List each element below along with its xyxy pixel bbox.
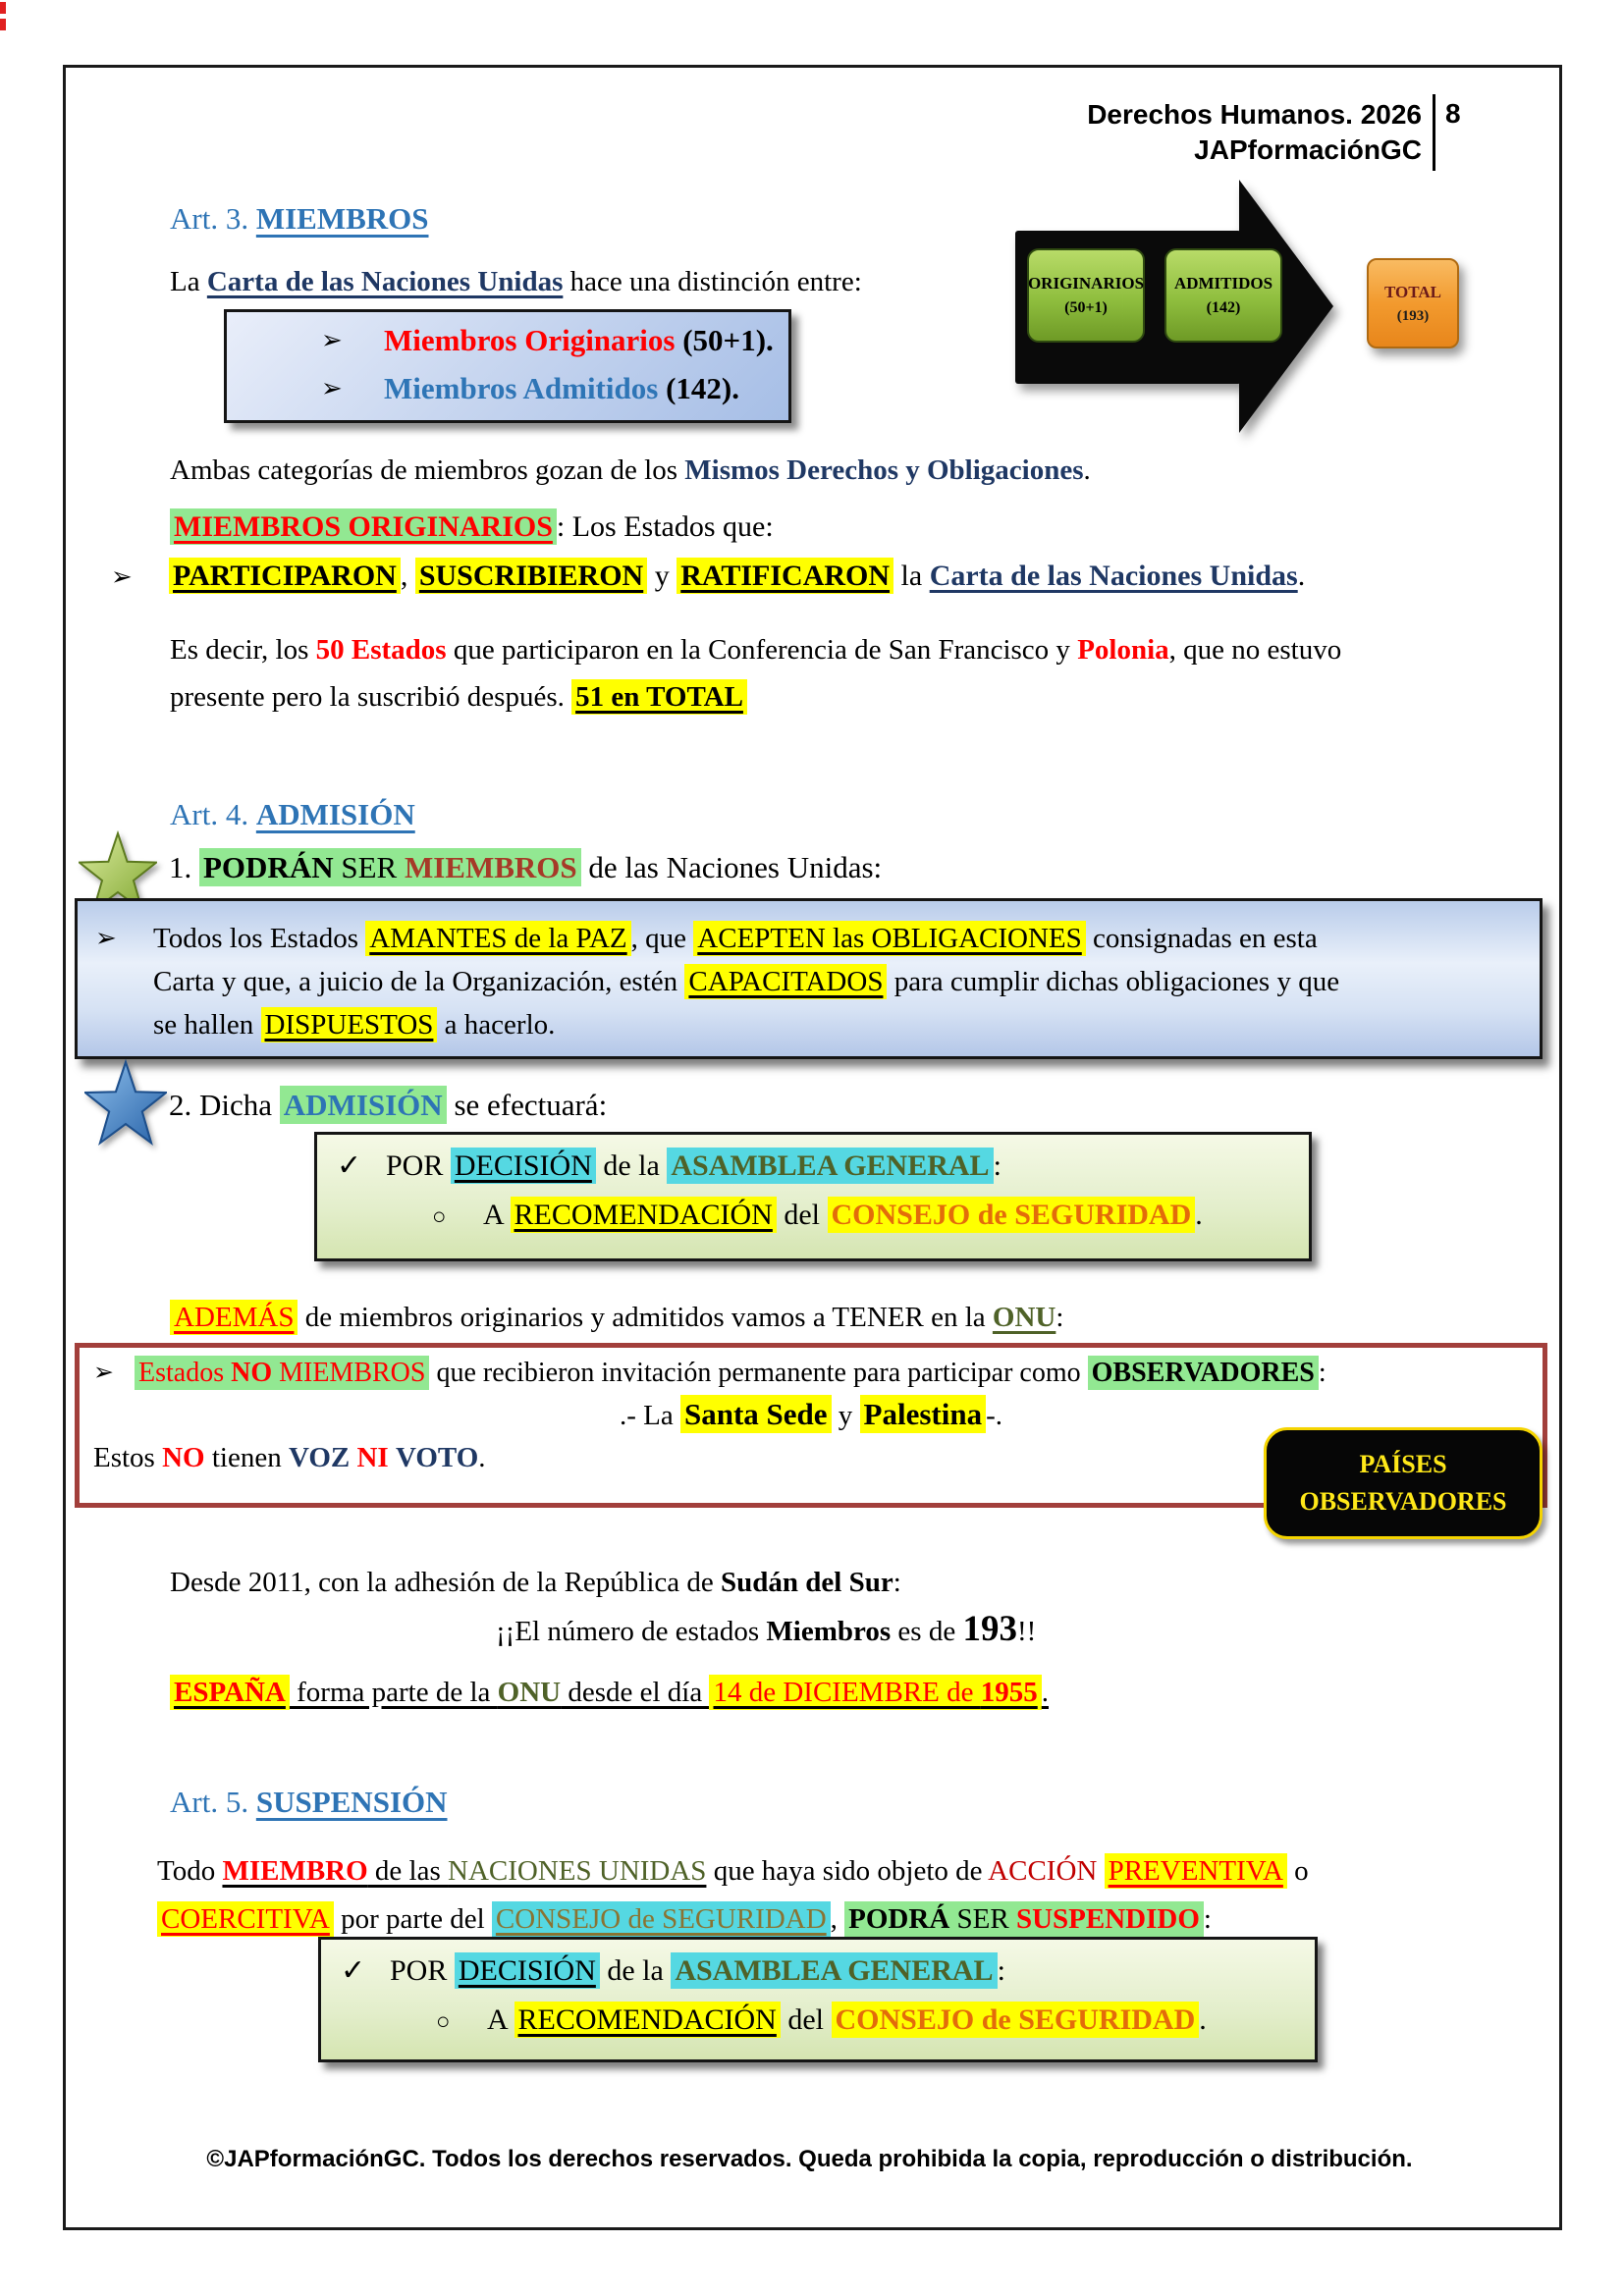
palestina: Palestina [860, 1395, 987, 1433]
text: .- La [619, 1400, 680, 1431]
podran: PODRÁN [203, 850, 334, 884]
art3-heading [170, 201, 429, 237]
page-number: 8 [1445, 98, 1461, 129]
observers-line1 [80, 1348, 1543, 1389]
check-icon: ✓ [341, 1954, 366, 1987]
text: para cumplir dichas obligaciones y que [887, 966, 1340, 997]
por: POR [386, 1149, 451, 1182]
ademas-line [170, 1294, 1063, 1341]
consejo-seguridad: CONSEJO de SEGURIDAD [832, 2002, 1200, 2038]
cincuenta-estados: 50 Estados [315, 634, 447, 666]
miembros: MIEMBROS [404, 850, 577, 884]
ser: SER [333, 850, 405, 884]
naciones-unidas: NACIONES UNIDAS [448, 1855, 707, 1887]
total-51: 51 en TOTAL [571, 679, 747, 715]
chip-label: TOTAL [1384, 282, 1441, 301]
todo: Todo [157, 1855, 223, 1887]
desde-text: Desde 2011, con la adhesión de la República de [170, 1567, 722, 1598]
text: Todos los Estados [153, 923, 366, 954]
scan-artifact [0, 19, 6, 30]
arrow-bullet-icon: ➢ [111, 562, 133, 591]
podra-ser-suspendido [844, 1901, 1204, 1937]
amantes-paz: AMANTES de la PAZ [365, 921, 630, 956]
period: . [1041, 1677, 1049, 1708]
admision-item2 [169, 1088, 607, 1123]
suscribieron: SUSCRIBIERON [415, 558, 647, 594]
art4-heading [170, 797, 415, 832]
admitidos-item [227, 364, 788, 412]
art3-label: Art. 3. [170, 201, 256, 236]
brand-name: JAPformaciónGC [1194, 134, 1422, 165]
observadores: OBSERVADORES [1088, 1356, 1319, 1390]
del: del [780, 2003, 832, 2036]
colon: : [1318, 1358, 1326, 1388]
text: forma parte de la [289, 1677, 498, 1708]
badge-line2: OBSERVADORES [1299, 1487, 1507, 1516]
decision: DECISIÓN [455, 1952, 600, 1989]
es-de: es de [891, 1616, 963, 1647]
miembro: MIEMBRO [222, 1855, 368, 1887]
espana-sentence [170, 1675, 1049, 1710]
intro-text: La [170, 266, 207, 297]
onu: ONU [992, 1302, 1056, 1333]
estados-no-miembros [135, 1356, 429, 1390]
esdecir-text-3: , que no estuvo [1168, 634, 1342, 666]
chip-label: ORIGINARIOS [1027, 274, 1145, 293]
voto: VOTO [395, 1442, 479, 1473]
chip-value: (50+1) [1064, 299, 1108, 316]
arrow-bullet-icon: ➢ [95, 924, 117, 952]
item2-text: se efectuará: [446, 1088, 608, 1122]
coercitiva: COERCITIVA [157, 1901, 334, 1937]
originarios-head [170, 510, 774, 544]
page-header [844, 97, 1422, 168]
esdecir-line1 [170, 626, 1517, 673]
period: . [1083, 454, 1091, 486]
acepten-obligaciones: ACEPTEN las OBLIGACIONES [693, 921, 1086, 956]
scan-artifact [0, 2, 6, 14]
decision-line2 [436, 2003, 1315, 2037]
y-text: y [831, 1400, 860, 1431]
copyright-footer: ©JAPformaciónGC. Todos los derechos reservados. Queda prohibida la copia, reproducción o distribución. [206, 2146, 1413, 2172]
comma: , [830, 1903, 845, 1935]
asamblea-general: ASAMBLEA GENERAL [671, 1952, 997, 1989]
text: a hacerlo. [437, 1009, 556, 1041]
originarios-chip [1027, 248, 1145, 343]
text: , que [630, 923, 694, 954]
art4-title: ADMISIÓN [255, 797, 415, 831]
text: por parte del [333, 1903, 492, 1935]
circle-bullet-icon: ○ [432, 1204, 447, 1230]
preventiva: PREVENTIVA [1105, 1853, 1287, 1889]
comma: , [400, 560, 415, 592]
arrow-bullet-icon: ➢ [93, 1360, 114, 1386]
o-text: o [1286, 1855, 1309, 1887]
decision-line2 [432, 1199, 1309, 1232]
sudan-del-sur: Sudán del Sur [721, 1567, 893, 1598]
suspendido: SUSPENDIDO [1015, 1903, 1200, 1935]
numero-text: ¡¡El número de estados [496, 1616, 767, 1647]
onu: ONU [497, 1677, 562, 1708]
esdecir-text-2: que participaron en la Conferencia de San Francisco y [446, 634, 1078, 666]
y-text: y [647, 560, 677, 592]
miembros-word: Miembros [766, 1616, 892, 1647]
art4-label: Art. 4. [170, 797, 256, 831]
art5-heading [170, 1785, 448, 1820]
art3-intro [170, 258, 862, 305]
arrow-bullet-icon: ➢ [321, 326, 343, 354]
arrow-bullet-icon: ➢ [321, 374, 343, 402]
circle-bullet-icon: ○ [436, 2009, 451, 2035]
colon: : [997, 1954, 1005, 1987]
badge-line1: PAÍSES [1359, 1450, 1447, 1478]
originarios-item [227, 316, 788, 364]
accion: ACCIÓN [988, 1855, 1098, 1887]
intro-text-2: hace una distinción entre: [563, 266, 862, 297]
text: consignadas en esta [1085, 923, 1318, 954]
asamblea-general: ASAMBLEA GENERAL [667, 1148, 993, 1184]
fecha-ingreso [709, 1675, 1041, 1710]
period: . [1297, 560, 1306, 592]
text: -. [986, 1400, 1003, 1431]
item-number: 1. [169, 850, 199, 884]
period: . [478, 1442, 486, 1473]
admitidos-count: (142). [658, 371, 739, 405]
miembros: MIEMBROS [272, 1358, 426, 1388]
chip-value: (142) [1206, 299, 1241, 316]
participaron: PARTICIPARON [169, 558, 401, 594]
ademas: ADEMÁS [170, 1300, 298, 1335]
text: desde el día [561, 1677, 710, 1708]
recomendacion: RECOMENDACIÓN [511, 1197, 777, 1233]
consejo-seguridad: CONSEJO de SEGURIDAD [492, 1901, 831, 1937]
chip-label: ADMITIDOS [1173, 274, 1273, 293]
estados-requisitos-box [75, 898, 1543, 1059]
space [1097, 1855, 1104, 1887]
ratificaron: RATIFICARON [677, 558, 893, 594]
carta-naciones-unidas: Carta de las Naciones Unidas [929, 560, 1298, 592]
tienen: tienen [204, 1442, 289, 1473]
members-total-diagram [1009, 180, 1466, 433]
a-text: A [487, 2003, 514, 2036]
miembros-admitidos-label: Miembros Admitidos [384, 371, 659, 405]
recomendacion: RECOMENDACIÓN [514, 2002, 781, 2038]
miembros-originarios-title: MIEMBROS ORIGINARIOS [170, 508, 557, 545]
la-text: la [893, 560, 930, 592]
polonia: Polonia [1077, 634, 1169, 666]
check-icon: ✓ [337, 1149, 362, 1182]
consejo-seguridad: CONSEJO de SEGURIDAD [828, 1197, 1196, 1233]
capacitados: CAPACITADOS [684, 964, 887, 999]
text: que haya sido objeto de [706, 1855, 989, 1887]
art3-title: MIEMBROS [255, 201, 429, 236]
ser: SER [949, 1903, 1016, 1935]
admision-item1 [169, 850, 882, 885]
decision-box-admision [314, 1132, 1312, 1261]
estos: Estos [93, 1442, 163, 1473]
fecha: 14 de DICIEMBRE de [713, 1677, 981, 1708]
espana: ESPAÑA [170, 1675, 290, 1710]
members-types-box [224, 309, 791, 423]
course-title: Derechos Humanos. 2026 [1087, 99, 1422, 130]
item1-text: de las Naciones Unidas: [580, 850, 883, 884]
voz: VOZ [288, 1442, 351, 1473]
esdecir-line2 [170, 673, 1517, 721]
item-number: 2. [169, 1088, 199, 1122]
estados-line2 [153, 960, 1500, 1003]
numero-line [496, 1606, 1036, 1655]
period: . [1199, 2003, 1207, 2036]
period: . [1195, 1199, 1203, 1231]
estados-paragraph [78, 901, 1540, 1046]
desde-line [170, 1559, 901, 1606]
suspension-paragraph [157, 1847, 1532, 1944]
esdecir-text: Es decir, los [170, 634, 316, 666]
total-193: 193 [962, 1609, 1017, 1649]
esdecir-text-4: presente pero la suscribió después. [170, 681, 572, 713]
a-text: A [483, 1199, 511, 1231]
podra: PODRÁ [848, 1903, 950, 1935]
ademas-text: de miembros originarios y admitidos vamos a TENER en la [298, 1302, 993, 1333]
decision-box-suspension [318, 1937, 1318, 2062]
colon: : [893, 1567, 901, 1598]
santa-sede: Santa Sede [680, 1395, 832, 1433]
actions-line [111, 560, 1305, 593]
ambas-line [170, 447, 1091, 494]
blue-star-icon [84, 1058, 167, 1148]
esdecir-paragraph [170, 626, 1517, 721]
admitidos-chip [1164, 248, 1282, 343]
de-las: de las [367, 1855, 449, 1887]
miembros-originarios-label: Miembros Originarios [384, 323, 676, 357]
total-chip [1367, 258, 1459, 348]
no: NO [231, 1358, 273, 1388]
paises-observadores-badge [1264, 1427, 1543, 1539]
suspension-line1 [157, 1847, 1532, 1896]
podran-ser-miembros [199, 848, 581, 886]
de-la: de la [595, 1149, 668, 1182]
colon: : [1203, 1903, 1212, 1935]
estados-line1 [153, 917, 1500, 960]
originarios-count: (50+1). [675, 323, 774, 357]
exclaim: !! [1016, 1616, 1037, 1647]
decision: DECISIÓN [451, 1148, 596, 1184]
observers-text: que recibieron invitación permanente para participar como [429, 1358, 1088, 1388]
estados-line3 [153, 1003, 1500, 1046]
text: Carta y que, a juicio de la Organización, estén [153, 966, 685, 997]
dispuestos: DISPUESTOS [261, 1007, 438, 1042]
text: se hallen [153, 1009, 261, 1041]
originarios-head-text: : Los Estados que: [556, 510, 774, 543]
espana-line [170, 1669, 1049, 1716]
colon: : [993, 1149, 1001, 1182]
no: NO [162, 1442, 205, 1473]
art5-label: Art. 5. [170, 1785, 256, 1819]
admision-highlight: ADMISIÓN [280, 1086, 447, 1124]
dicha: Dicha [199, 1088, 280, 1122]
space [389, 1442, 396, 1473]
ni: NI [356, 1442, 389, 1473]
art5-title: SUSPENSIÓN [255, 1785, 448, 1819]
estados: Estados [138, 1358, 232, 1388]
por: POR [390, 1954, 455, 1987]
chip-value: (193) [1396, 307, 1430, 324]
anio-1955: 1955 [980, 1677, 1038, 1708]
header-divider [1433, 94, 1435, 171]
de-la: de la [599, 1954, 672, 1987]
miembro-naciones-unidas [222, 1855, 706, 1887]
ambas-text: Ambas categorías de miembros gozan de los [170, 454, 685, 486]
colon: : [1056, 1302, 1064, 1333]
decision-line1 [321, 1940, 1315, 1988]
mismos-derechos: Mismos Derechos y Obligaciones [684, 454, 1084, 486]
del: del [776, 1199, 828, 1231]
carta-naciones-unidas: Carta de las Naciones Unidas [206, 266, 564, 297]
decision-line1 [317, 1135, 1309, 1183]
